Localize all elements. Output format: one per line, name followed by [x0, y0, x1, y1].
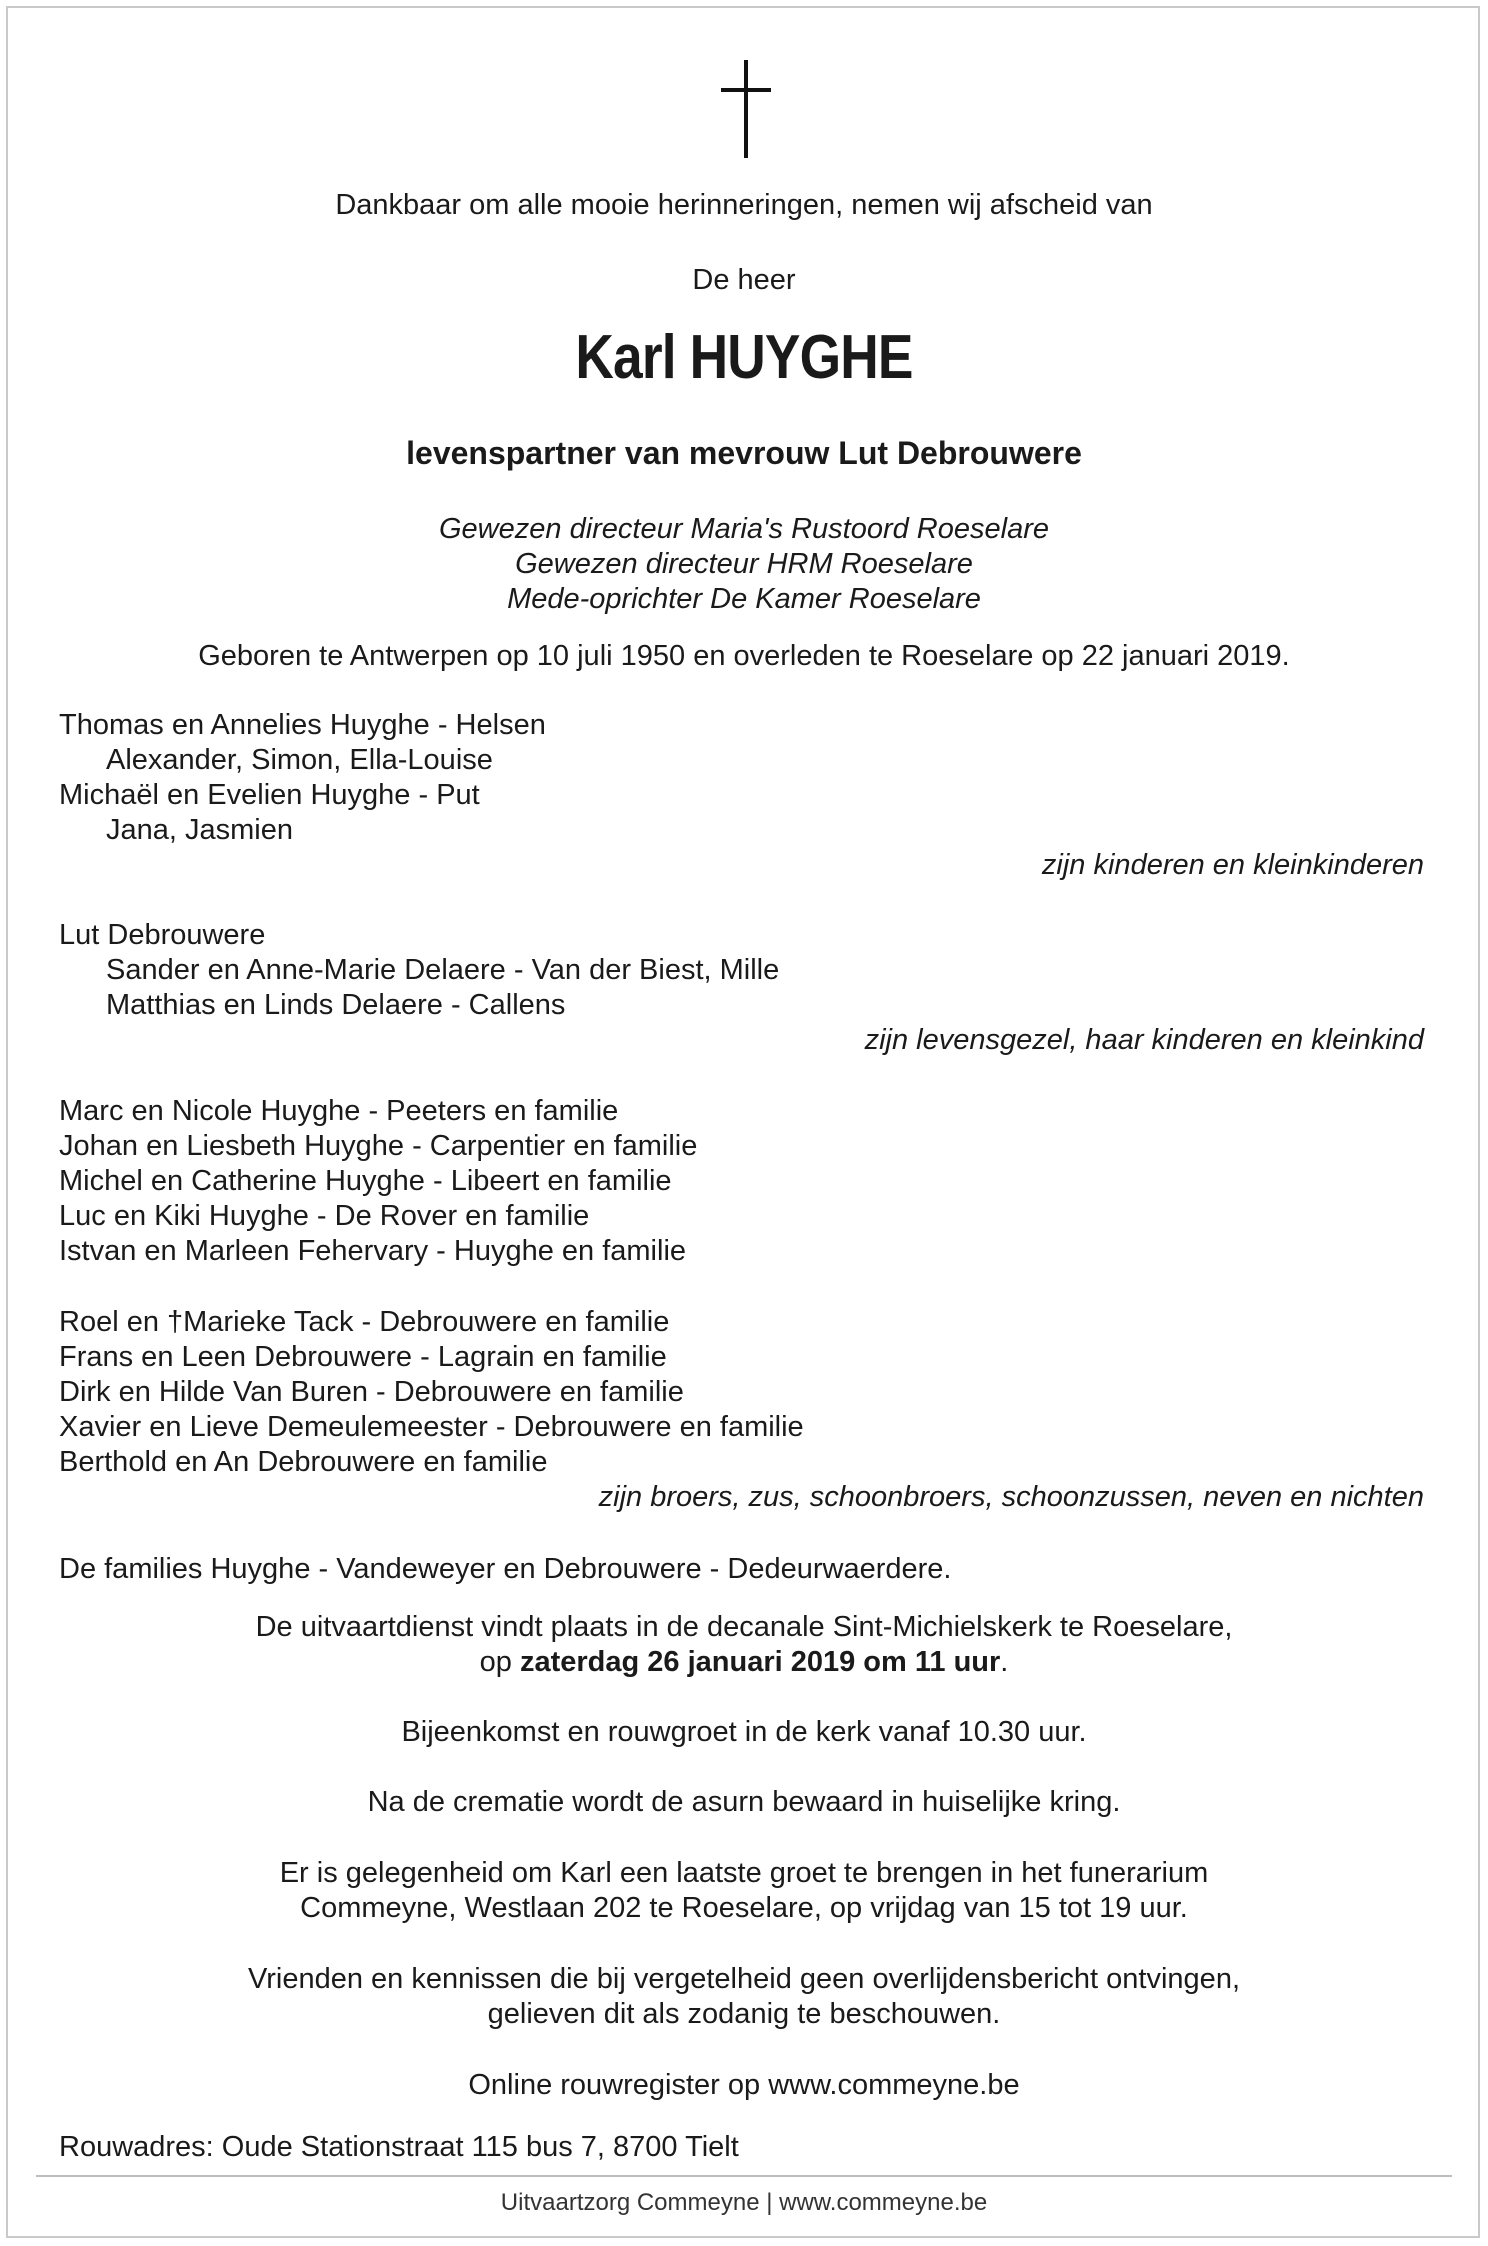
family-line: Michaël en Evelien Huyghe - Put	[59, 779, 480, 811]
family-caption: zijn broers, zus, schoonbroers, schoonzussen, neven en nichten	[598, 1481, 1424, 1513]
service-line: De uitvaartdienst vindt plaats in de decanale Sint-Michielskerk te Roeselare,	[255, 1611, 1233, 1643]
gathering-line: Bijeenkomst en rouwgroet in de kerk vanaf 10.30 uur.	[401, 1716, 1087, 1748]
salutation: De heer	[692, 264, 796, 296]
mourning-address: Rouwadres: Oude Stationstraat 115 bus 7, 8700 Tielt	[59, 2131, 739, 2163]
online-register: Online rouwregister op www.commeyne.be	[468, 2069, 1020, 2101]
service-date-prefix: op	[479, 1646, 520, 1678]
family-line: Johan en Liesbeth Huyghe - Carpentier en familie	[59, 1130, 698, 1162]
service-date-bold: zaterdag 26 januari 2019 om 11 uur	[519, 1646, 1001, 1678]
role-line: Gewezen directeur HRM Roeselare	[515, 548, 973, 580]
family-line: Jana, Jasmien	[106, 814, 293, 846]
intro-text: Dankbaar om alle mooie herinneringen, nemen wij afscheid van	[335, 189, 1153, 221]
family-line: Marc en Nicole Huyghe - Peeters en familie	[59, 1095, 619, 1127]
visit-line: Commeyne, Westlaan 202 te Roeselare, op vrijdag van 15 tot 19 uur.	[300, 1892, 1188, 1924]
friends-line: Vrienden en kennissen die bij vergetelheid geen overlijdensbericht ontvingen,	[247, 1963, 1241, 1995]
family-line: Berthold en An Debrouwere en familie	[59, 1446, 548, 1478]
families-line: De families Huyghe - Vandeweyer en Debrouwere - Dedeurwaerdere.	[59, 1553, 952, 1585]
partner-line: levenspartner van mevrouw Lut Debrouwere	[406, 435, 1082, 471]
friends-line: gelieven dit als zodanig te beschouwen.	[487, 1998, 1001, 2030]
family-line: Sander en Anne-Marie Delaere - Van der Biest, Mille	[106, 954, 780, 986]
family-line: Alexander, Simon, Ella-Louise	[106, 744, 493, 776]
family-caption: zijn levensgezel, haar kinderen en kleinkind	[864, 1024, 1424, 1056]
cremation-line: Na de crematie wordt de asurn bewaard in huiselijke kring.	[367, 1786, 1121, 1818]
visit-line: Er is gelegenheid om Karl een laatste groet te brengen in het funerarium	[279, 1857, 1209, 1889]
family-line: Thomas en Annelies Huyghe - Helsen	[59, 709, 546, 741]
footer-divider	[36, 2175, 1452, 2177]
role-line: Mede-oprichter De Kamer Roeselare	[507, 583, 981, 615]
role-line: Gewezen directeur Maria's Rustoord Roeselare	[439, 513, 1049, 545]
family-line: Xavier en Lieve Demeulemeester - Debrouwere en familie	[59, 1411, 804, 1443]
footer-credit: Uitvaartzorg Commeyne | www.commeyne.be	[500, 2189, 988, 2216]
family-line: Luc en Kiki Huyghe - De Rover en familie	[59, 1200, 590, 1232]
family-line: Lut Debrouwere	[59, 919, 266, 951]
family-line: Dirk en Hilde Van Buren - Debrouwere en familie	[59, 1376, 684, 1408]
deceased-name: Karl HUYGHE	[575, 323, 913, 392]
family-line: Michel en Catherine Huyghe - Libeert en familie	[59, 1165, 672, 1197]
service-date-suffix: .	[1000, 1646, 1009, 1678]
family-line: Istvan en Marleen Fehervary - Huyghe en familie	[59, 1235, 687, 1267]
born-died: Geboren te Antwerpen op 10 juli 1950 en overleden te Roeselare op 22 januari 2019.	[198, 640, 1290, 672]
family-line: Matthias en Linds Delaere - Callens	[106, 989, 566, 1021]
service-date	[0, 1645, 1488, 1679]
family-line: Roel en †Marieke Tack - Debrouwere en familie	[59, 1306, 670, 1338]
family-line: Frans en Leen Debrouwere - Lagrain en familie	[59, 1341, 667, 1373]
family-caption: zijn kinderen en kleinkinderen	[1041, 849, 1424, 881]
